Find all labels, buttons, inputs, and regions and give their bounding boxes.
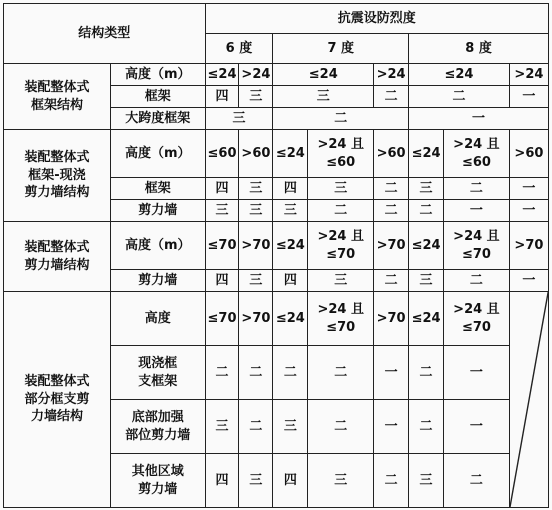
table-cell: >70: [509, 222, 548, 270]
table-cell: 四: [205, 454, 239, 508]
table-cell: 二: [205, 346, 239, 400]
table-cell: ≤70: [205, 292, 239, 346]
table-cell: ≤24: [273, 292, 308, 346]
table-cell: 二: [308, 200, 374, 222]
table-cell: >24 且 ≤70: [444, 222, 510, 270]
group-frame-shearwall-label: 装配整体式 框架-现浇 剪力墙结构: [4, 130, 111, 222]
table-cell: 二: [273, 108, 409, 130]
table-cell: 二: [409, 86, 510, 108]
table-cell: ≤24: [409, 64, 510, 86]
table-cell: 三: [239, 200, 273, 222]
table-cell: 一: [509, 270, 548, 292]
table-cell: >70: [374, 292, 409, 346]
seismic-grade-table: [3, 3, 549, 508]
table-cell: >24 且 ≤70: [308, 222, 374, 270]
table-cell: 三: [205, 200, 239, 222]
table-cell: 一: [374, 346, 409, 400]
header-degree-7: 7 度: [273, 34, 409, 64]
table-cell: >24 且 ≤60: [444, 130, 510, 178]
table-cell: 三: [409, 178, 444, 200]
table-cell: >24 且 ≤70: [444, 292, 510, 346]
table-cell: 一: [509, 200, 548, 222]
table-cell: >24: [509, 64, 548, 86]
row-label: 底部加强 部位剪力墙: [110, 400, 205, 454]
table-cell: 三: [205, 400, 239, 454]
table-cell: 四: [205, 178, 239, 200]
table-cell: 一: [374, 400, 409, 454]
table-cell: 三: [239, 454, 273, 508]
table-cell: 二: [239, 346, 273, 400]
table-cell: ≤24: [205, 64, 239, 86]
table-cell: 三: [239, 178, 273, 200]
table-cell: 三: [409, 454, 444, 508]
table-cell: 一: [509, 178, 548, 200]
table-cell: 三: [308, 454, 374, 508]
diagonal-line: [510, 292, 548, 507]
table-cell: 三: [239, 86, 273, 108]
table-cell: 一: [409, 108, 549, 130]
table-cell: 一: [444, 200, 510, 222]
table-cell: 二: [444, 454, 510, 508]
table-cell: 二: [308, 346, 374, 400]
table-cell: ≤24: [273, 222, 308, 270]
table-cell: 二: [374, 200, 409, 222]
table-cell: 三: [273, 200, 308, 222]
table-cell: 二: [308, 400, 374, 454]
row-label: 剪力墙: [110, 270, 205, 292]
table-cell: >24 且 ≤70: [308, 292, 374, 346]
table-cell: >70: [239, 222, 273, 270]
table-cell: >24 且 ≤60: [308, 130, 374, 178]
row-label: 现浇框 支框架: [110, 346, 205, 400]
table-cell: 四: [205, 270, 239, 292]
header-degree-8: 8 度: [409, 34, 549, 64]
table-cell: 四: [205, 86, 239, 108]
row-label: 高度: [110, 292, 205, 346]
table-cell: ≤60: [205, 130, 239, 178]
table-cell: 二: [239, 400, 273, 454]
table-cell: ≤70: [205, 222, 239, 270]
table-cell: >60: [374, 130, 409, 178]
table-cell: 四: [273, 270, 308, 292]
table-cell: ≤24: [273, 130, 308, 178]
row-label: 框架: [110, 86, 205, 108]
table-cell: 二: [374, 86, 409, 108]
table-cell: ≤24: [409, 292, 444, 346]
table-cell: 二: [273, 346, 308, 400]
table-cell: >24: [374, 64, 409, 86]
table-cell: >60: [239, 130, 273, 178]
table-cell: 二: [374, 178, 409, 200]
table-cell: 二: [444, 270, 510, 292]
row-label: 其他区域 剪力墙: [110, 454, 205, 508]
table-cell: ≤24: [273, 64, 374, 86]
table-cell: 一: [444, 346, 510, 400]
group-partial-frame-supported-label: 装配整体式 部分框支剪 力墙结构: [4, 292, 111, 508]
table-cell: 二: [374, 270, 409, 292]
table-cell: >70: [239, 292, 273, 346]
table-cell: 三: [273, 400, 308, 454]
table-cell: ≤24: [409, 222, 444, 270]
table-cell: >60: [509, 130, 548, 178]
table-cell: ≤24: [409, 130, 444, 178]
row-label: 剪力墙: [110, 200, 205, 222]
row-label: 框架: [110, 178, 205, 200]
row-label: 高度（m）: [110, 130, 205, 178]
table-cell: 二: [374, 454, 409, 508]
not-applicable-diagonal: [509, 292, 548, 508]
header-intensity: 抗震设防烈度: [205, 4, 548, 34]
row-label: 高度（m）: [110, 222, 205, 270]
table-cell: 三: [239, 270, 273, 292]
table-cell: >24: [239, 64, 273, 86]
header-degree-6: 6 度: [205, 34, 273, 64]
table-cell: 二: [409, 346, 444, 400]
group-frame-label: 装配整体式 框架结构: [4, 64, 111, 130]
table-cell: >70: [374, 222, 409, 270]
row-label: 大跨度框架: [110, 108, 205, 130]
header-structure-type: 结构类型: [4, 4, 206, 64]
table-cell: 二: [444, 178, 510, 200]
table-cell: 三: [308, 178, 374, 200]
table-cell: 三: [273, 86, 374, 108]
row-label: 高度（m）: [110, 64, 205, 86]
table-cell: 三: [308, 270, 374, 292]
group-shearwall-label: 装配整体式 剪力墙结构: [4, 222, 111, 292]
table-cell: 三: [409, 270, 444, 292]
table-cell: 三: [205, 108, 273, 130]
table-cell: 一: [509, 86, 548, 108]
table-cell: 四: [273, 454, 308, 508]
table-cell: 二: [409, 400, 444, 454]
table-cell: 四: [273, 178, 308, 200]
table-cell: 一: [444, 400, 510, 454]
table-cell: 二: [409, 200, 444, 222]
